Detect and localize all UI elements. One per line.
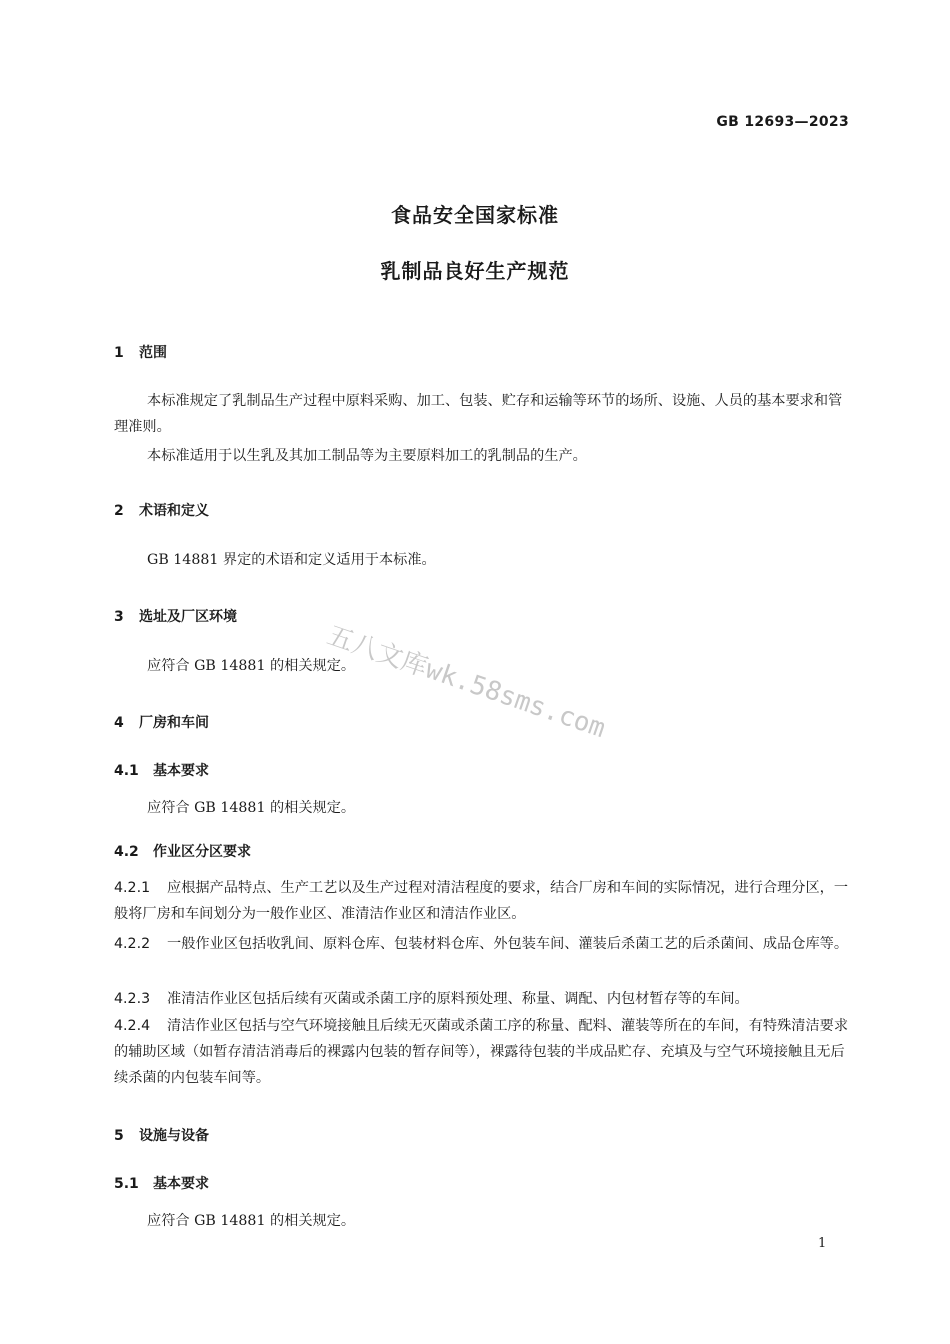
section-5-1-heading	[114, 1173, 209, 1193]
section-1-heading	[114, 342, 167, 362]
clause-number: 4.2.2	[114, 936, 151, 952]
section-number: 5.1	[114, 1176, 139, 1192]
section-title: 基本要求	[153, 1176, 209, 1192]
page-number: 1	[818, 1236, 827, 1251]
section-title: 范围	[139, 345, 167, 361]
section-4-1-heading	[114, 760, 209, 780]
section-5-1-paragraph-1: 应符合 GB 14881 的相关规定。	[147, 1213, 356, 1229]
section-number: 4.2	[114, 844, 139, 860]
clause-4-2-4	[114, 1013, 850, 1091]
clause-number: 4.2.1	[114, 880, 151, 896]
document-title: 食品安全国家标准	[391, 203, 559, 227]
section-number: 4.1	[114, 763, 139, 779]
clause-text: 一般作业区包括收乳间、原料仓库、包装材料仓库、外包装车间、灌装后杀菌工艺的后杀菌间、成品仓库等。	[167, 936, 849, 952]
section-title: 选址及厂区环境	[139, 609, 237, 625]
section-title: 厂房和车间	[139, 715, 209, 731]
section-2-heading	[114, 500, 209, 520]
clause-number: 4.2.4	[114, 1018, 151, 1034]
section-title: 基本要求	[153, 763, 209, 779]
watermark: 五八文库wk.58sms.com	[323, 620, 609, 745]
clause-4-2-3	[114, 986, 850, 1012]
clause-4-2-1	[114, 875, 850, 927]
section-3-paragraph-1: 应符合 GB 14881 的相关规定。	[147, 658, 356, 674]
section-number: 2	[114, 503, 124, 519]
section-4-1-paragraph-1: 应符合 GB 14881 的相关规定。	[147, 800, 356, 816]
section-2-paragraph-1: GB 14881 界定的术语和定义适用于本标准。	[147, 552, 436, 568]
section-1-paragraph-1: 本标准规定了乳制品生产过程中原料采购、加工、包装、贮存和运输等环节的场所、设施、人员的基本要求和管理准则。	[114, 393, 843, 435]
section-3-heading	[114, 606, 237, 626]
clause-text: 应根据产品特点、生产工艺以及生产过程对清洁程度的要求，结合厂房和车间的实际情况，进行合理分区，一般将厂房和车间划分为一般作业区、准清洁作业区和清洁作业区。	[114, 880, 849, 922]
section-1-paragraph-2: 本标准适用于以生乳及其加工制品等为主要原料加工的乳制品的生产。	[147, 448, 587, 464]
standard-number: GB 12693—2023	[716, 114, 849, 130]
clause-text: 清洁作业区包括与空气环境接触且后续无灭菌或杀菌工序的称量、配料、灌装等所在的车间，有特殊清洁要求的辅助区域（如暂存清洁消毒后的裸露内包装的暂存间等），裸露待包装的半成品贮存、充填及与空气环境接触且无后续杀菌的内包装车间等。	[114, 1018, 849, 1086]
section-number: 4	[114, 715, 124, 731]
section-title: 设施与设备	[139, 1128, 209, 1144]
section-title: 作业区分区要求	[153, 844, 251, 860]
section-number: 3	[114, 609, 124, 625]
section-number: 5	[114, 1128, 124, 1144]
section-5-heading	[114, 1125, 209, 1145]
section-4-heading	[114, 712, 209, 732]
clause-4-2-2	[114, 931, 850, 957]
clause-text: 准清洁作业区包括后续有灭菌或杀菌工序的原料预处理、称量、调配、内包材暂存等的车间。	[167, 991, 749, 1007]
section-4-2-heading	[114, 841, 251, 861]
section-number: 1	[114, 345, 124, 361]
clause-number: 4.2.3	[114, 991, 151, 1007]
section-title: 术语和定义	[139, 503, 209, 519]
document-subtitle: 乳制品良好生产规范	[380, 259, 570, 283]
